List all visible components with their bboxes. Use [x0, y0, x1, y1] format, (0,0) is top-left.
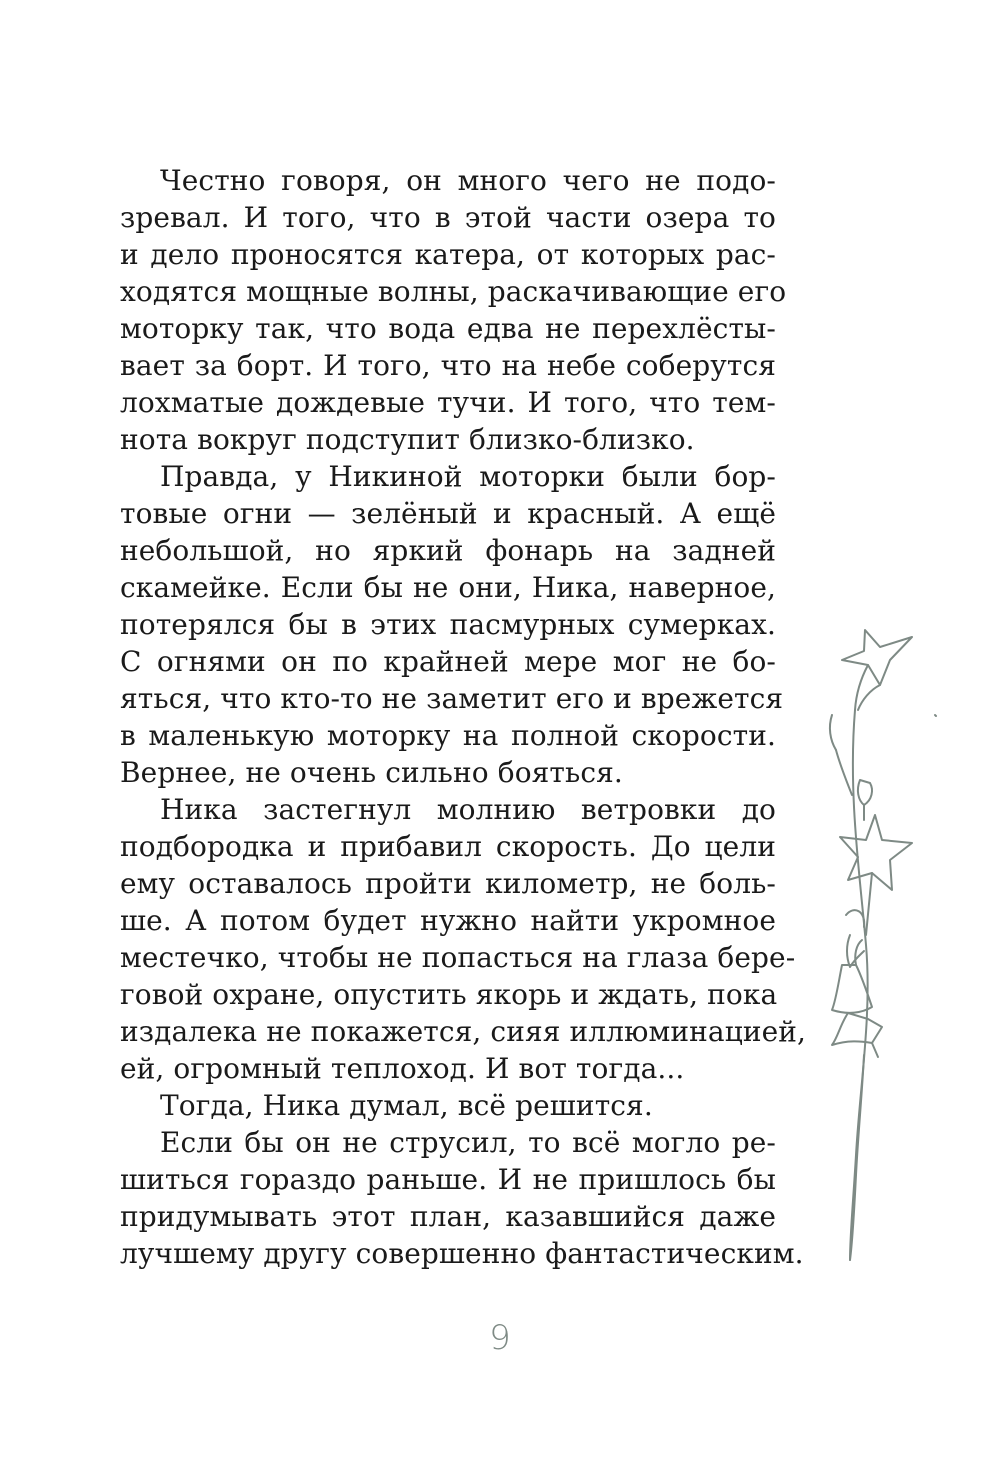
text-line: ше. А потом будет нужно найти укромное: [120, 904, 776, 937]
bellflower-illustration-icon: [820, 615, 940, 1265]
text-line: шиться гораздо раньше. И не пришлось бы: [120, 1163, 776, 1196]
text-line: зревал. И того, что в этой части озера то: [120, 201, 776, 234]
text-line: потерялся бы в этих пасмурных сумерках.: [120, 608, 776, 641]
text-line: Если бы он не струсил, то всё могло ре-: [160, 1126, 776, 1159]
text-line: скамейке. Если бы не они, Ника, наверное,: [120, 571, 776, 604]
text-line: лучшему другу совершенно фантастическим.: [120, 1237, 804, 1270]
text-line: в маленькую моторку на полной скорости.: [120, 719, 776, 752]
text-line: ходятся мощные волны, раскачивающие его: [120, 275, 787, 308]
text-line: нота вокруг подступит близко-близко.: [120, 423, 695, 456]
text-line: Правда, у Никиной моторки были бор-: [160, 460, 776, 493]
text-line: издалека не покажется, сияя иллюминацией,: [120, 1015, 807, 1048]
text-line: местечко, чтобы не попасться на глаза бере-: [120, 941, 796, 974]
text-line: ему оставалось пройти километр, не боль-: [120, 867, 776, 900]
text-line: яться, что кто-то не заметит его и врежется: [120, 682, 784, 715]
text-line: и дело проносятся катера, от которых рас-: [120, 238, 776, 271]
text-line: ей, огромный теплоход. И вот тогда...: [120, 1052, 685, 1085]
page-number: 9: [489, 1318, 511, 1358]
text-line: Вернее, не очень сильно бояться.: [120, 756, 623, 789]
text-line: товые огни — зелёный и красный. А ещё: [120, 497, 776, 530]
body-text: [120, 162, 807, 1272]
text-line: Честно говоря, он много чего не подо-: [160, 164, 776, 197]
text-line: небольшой, но яркий фонарь на задней: [120, 534, 776, 567]
text-line: лохматые дождевые тучи. И того, что тем-: [120, 386, 776, 419]
text-line: говой охране, опустить якорь и ждать, пока: [120, 978, 778, 1011]
text-line: моторку так, что вода едва не перехлёсты-: [120, 312, 776, 345]
text-line: придумывать этот план, казавшийся даже: [120, 1200, 776, 1233]
text-line: вает за борт. И того, что на небе соберутся: [120, 349, 776, 382]
text-line: С огнями он по крайней мере мог не бо-: [120, 645, 776, 678]
text-line: Тогда, Ника думал, всё решится.: [160, 1089, 653, 1122]
text-line: Ника застегнул молнию ветровки до: [160, 793, 776, 826]
text-line: подбородка и прибавил скорость. До цели: [120, 830, 776, 863]
